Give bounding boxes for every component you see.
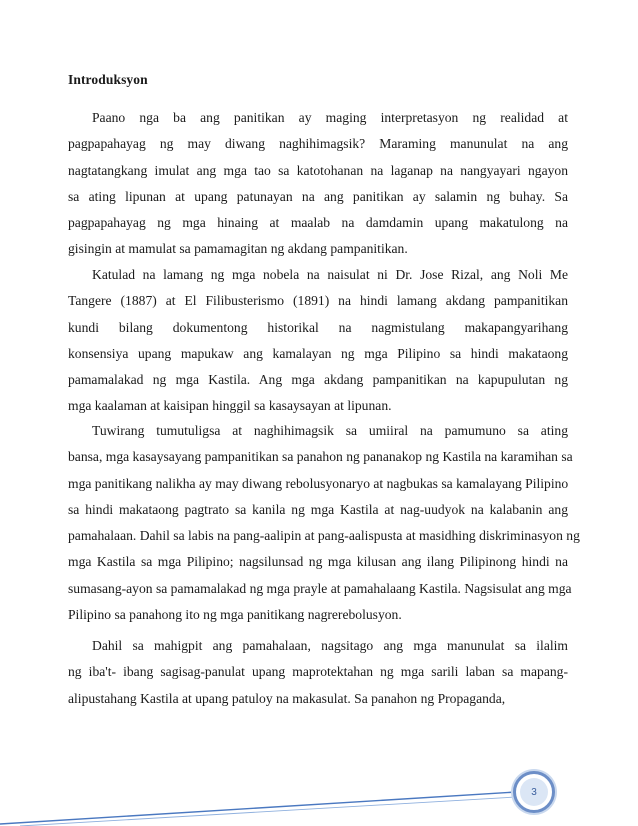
page-number-badge <box>513 771 555 813</box>
paragraph-line: mga panitikang nalikha ay may diwang rebolusyonaryo at nagbukas sa kamalayang Pilipino <box>68 475 569 491</box>
paragraph-line: konsensiya upang mapukaw ang kamalayan ng mga Pilipino sa hindi makataong <box>68 345 568 361</box>
paragraph-line: Pilipino sa panahong ito ng mga panitikang nagrerebolusyon. <box>68 607 402 623</box>
paragraph-line: Paano nga ba ang panitikan ay maging interpretasyon ng realidad at <box>92 110 568 125</box>
paragraph-line: nagtatangkang imulat ang mga tao sa katotohanan na laganap na nangyayari ngayon <box>68 162 568 178</box>
paragraph-line: Tangere (1887) at El Filibusterismo (1891) na hindi lamang akdang pampanitikan <box>68 293 568 309</box>
section-heading: Introduksyon <box>68 72 148 87</box>
paragraph-line: Dahil sa mahigpit ang pamahalaan, nagsitago ang mga manunulat sa ilalim <box>92 638 568 653</box>
paragraph-line: mga kaalaman at kaisipan hinggil sa kasaysayan at lipunan. <box>68 398 392 414</box>
paragraph-line: sa hindi makataong pagtrato sa kanila ng mga Kastila at nag-uudyok na kalabanin ang <box>68 501 568 517</box>
paragraph-line: bansa, mga kasaysayang pampanitikan sa panahon ng pananakop ng Kastila na karamihan sa <box>68 449 573 465</box>
paragraph-line: ng iba't- ibang sagisag-panulat upang maprotektahan ng mga sarili laban sa mapang- <box>68 664 568 680</box>
paragraph-line: sa ating lipunan at upang patunayan na ang panitikan ay salamin ng buhay. Sa <box>68 188 568 204</box>
paragraph-line: gisingin at mamulat sa pamamagitan ng akdang pampanitikan. <box>68 241 408 257</box>
paragraph-line: mga Kastila sa mga Pilipino; nagsilunsad ng mga kilusan ang ilang Pilipinong hindi na <box>68 554 568 570</box>
paragraph-line: pagpapahayag ng may diwang naghihimagsik? Maraming manunulat na ang <box>68 136 568 152</box>
page-number: 3 <box>520 778 548 806</box>
paragraph-line: pamahalaan. Dahil sa labis na pang-aalipin at pang-aalispusta at masidhing diskriminasyon ng <box>68 528 580 544</box>
paragraph-line: pagpapahayag ng mga hinaing at maalab na damdamin upang makatulong na <box>68 215 568 231</box>
paragraph-line: alipustahang Kastila at upang patuloy na makasulat. Sa panahon ng Propaganda, <box>68 690 506 706</box>
paragraph-line: kundi bilang dokumentong historikal na nagmistulang makapangyarihang <box>68 319 568 335</box>
paragraph-line: Tuwirang tumutuligsa at naghihimagsik sa umiiral na pamumuno sa ating <box>92 423 568 438</box>
paragraph-line: Katulad na lamang ng mga nobela na naisulat ni Dr. Jose Rizal, ang Noli Me <box>92 267 568 282</box>
footer-line-inner <box>20 797 516 826</box>
footer-line-outer <box>0 792 516 824</box>
paragraph-line: sumasang-ayon sa pamamalakad ng mga prayle at pamahalaang Kastila. Nagsisulat ang mga <box>68 580 572 596</box>
paragraph-line: pamamalakad ng mga Kastila. Ang mga akdang pampanitikan na kapupulutan ng <box>68 372 568 388</box>
